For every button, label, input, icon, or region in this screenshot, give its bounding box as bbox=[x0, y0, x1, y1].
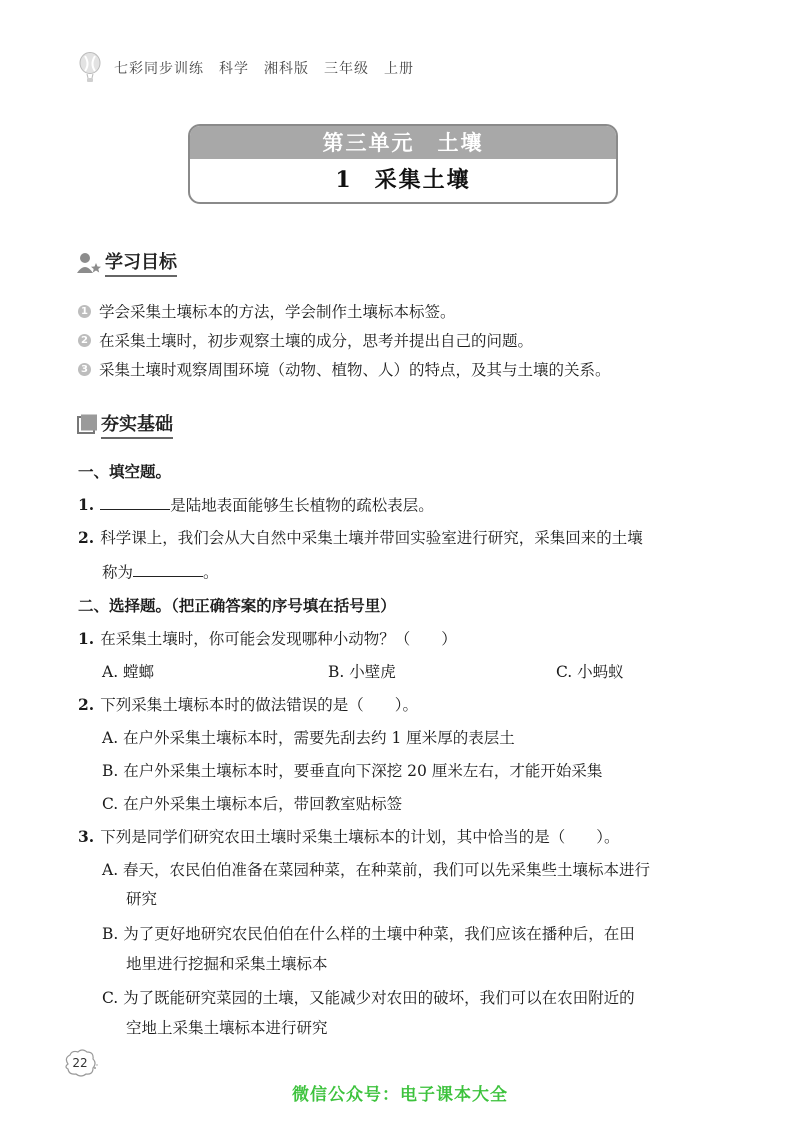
option-continuation: 空地上采集土壤标本进行研究 bbox=[126, 1019, 328, 1037]
question-2-2 bbox=[78, 693, 418, 715]
choice-heading: 二、选择题。（把正确答案的序号填在括号里） bbox=[78, 597, 396, 615]
option: B. 为了更好地研究农民伯伯在什么样的土壤中种菜，我们应该在播种后，在田 bbox=[102, 925, 635, 943]
question-text: 称为 bbox=[102, 563, 134, 582]
option-continuation: 地里进行挖掘和采集土壤标本 bbox=[126, 955, 328, 973]
question-number: 2. bbox=[78, 695, 95, 714]
question-1-2 bbox=[78, 526, 643, 548]
running-header bbox=[78, 50, 414, 86]
question-1-2-cont bbox=[102, 560, 219, 582]
objective-text: 采集土壤时观察周围环境（动物、植物、人）的特点，及其与土壤的关系。 bbox=[99, 361, 611, 379]
answer-blank[interactable] bbox=[133, 560, 203, 577]
lesson-title-row bbox=[190, 159, 616, 202]
option: C. 在户外采集土壤标本后，带回教室贴标签 bbox=[102, 795, 403, 813]
watermark: 微信公众号：电子课本大全 bbox=[292, 1085, 508, 1105]
objective-number-badge: 3 bbox=[78, 363, 91, 376]
page-number: 22 bbox=[72, 1056, 88, 1070]
question-text: 下列是同学们研究农田土壤时采集土壤标本的计划，其中恰当的是（ ）。 bbox=[100, 828, 620, 846]
header-text: 七彩同步训练 科学 湘科版 三年级 上册 bbox=[114, 61, 414, 77]
question-text: 下列采集土壤标本时的做法错误的是（ ）。 bbox=[100, 696, 418, 714]
question-number: 1. bbox=[78, 495, 95, 515]
balloon-icon bbox=[78, 52, 102, 84]
answer-blank[interactable] bbox=[100, 493, 170, 510]
book-icon bbox=[76, 414, 98, 436]
objective-item bbox=[78, 300, 456, 322]
option: B. 在户外采集土壤标本时，要垂直向下深挖 20 厘米左右，才能开始采集 bbox=[102, 762, 603, 780]
question-2-3 bbox=[78, 825, 619, 847]
question-number: 3. bbox=[78, 827, 95, 846]
question-2-1 bbox=[78, 627, 457, 649]
lesson-number: 1 bbox=[335, 167, 353, 193]
basics-heading: 夯实基础 bbox=[101, 410, 173, 439]
objective-text: 学会采集土壤标本的方法，学会制作土壤标本标签。 bbox=[99, 303, 456, 321]
question-text: 是陆地表面能够生长植物的疏松表层。 bbox=[170, 496, 434, 515]
option: A. 螳螂 bbox=[102, 663, 155, 681]
objective-item bbox=[78, 358, 611, 380]
objective-text: 在采集土壤时，初步观察土壤的成分，思考并提出自己的问题。 bbox=[99, 332, 534, 350]
question-number: 1. bbox=[78, 629, 95, 648]
title-box bbox=[188, 124, 618, 204]
unit-title: 第三单元 土壤 bbox=[190, 126, 616, 159]
objective-number-badge: 2 bbox=[78, 334, 91, 347]
question-number: 2. bbox=[78, 528, 95, 547]
objective-number-badge: 1 bbox=[78, 305, 91, 318]
question-text: 科学课上，我们会从大自然中采集土壤并带回实验室进行研究，采集回来的土壤 bbox=[100, 529, 643, 547]
fill-blank-heading: 一、填空题。 bbox=[78, 463, 172, 481]
lesson-title: 采集土壤 bbox=[374, 167, 471, 193]
basics-section-header bbox=[76, 410, 173, 439]
objectives-section-header bbox=[76, 248, 177, 277]
question-text: 在采集土壤时，你可能会发现哪种小动物？（ ） bbox=[100, 630, 457, 648]
option: C. 小蚂蚁 bbox=[556, 663, 624, 681]
option: A. 春天，农民伯伯准备在菜园种菜，在种菜前，我们可以先采集些土壤标本进行 bbox=[102, 861, 651, 879]
option: B. 小壁虎 bbox=[328, 663, 396, 681]
option-continuation: 研究 bbox=[126, 890, 158, 908]
option: C. 为了既能研究菜园的土壤，又能减少对农田的破坏，我们可以在农田附近的 bbox=[102, 989, 635, 1007]
question-1-1 bbox=[78, 493, 434, 515]
learner-icon bbox=[76, 251, 102, 275]
option: A. 在户外采集土壤标本时，需要先刮去约 1 厘米厚的表层土 bbox=[102, 729, 515, 747]
question-text: 。 bbox=[203, 563, 219, 582]
objective-item bbox=[78, 329, 533, 351]
objectives-heading: 学习目标 bbox=[105, 248, 177, 277]
